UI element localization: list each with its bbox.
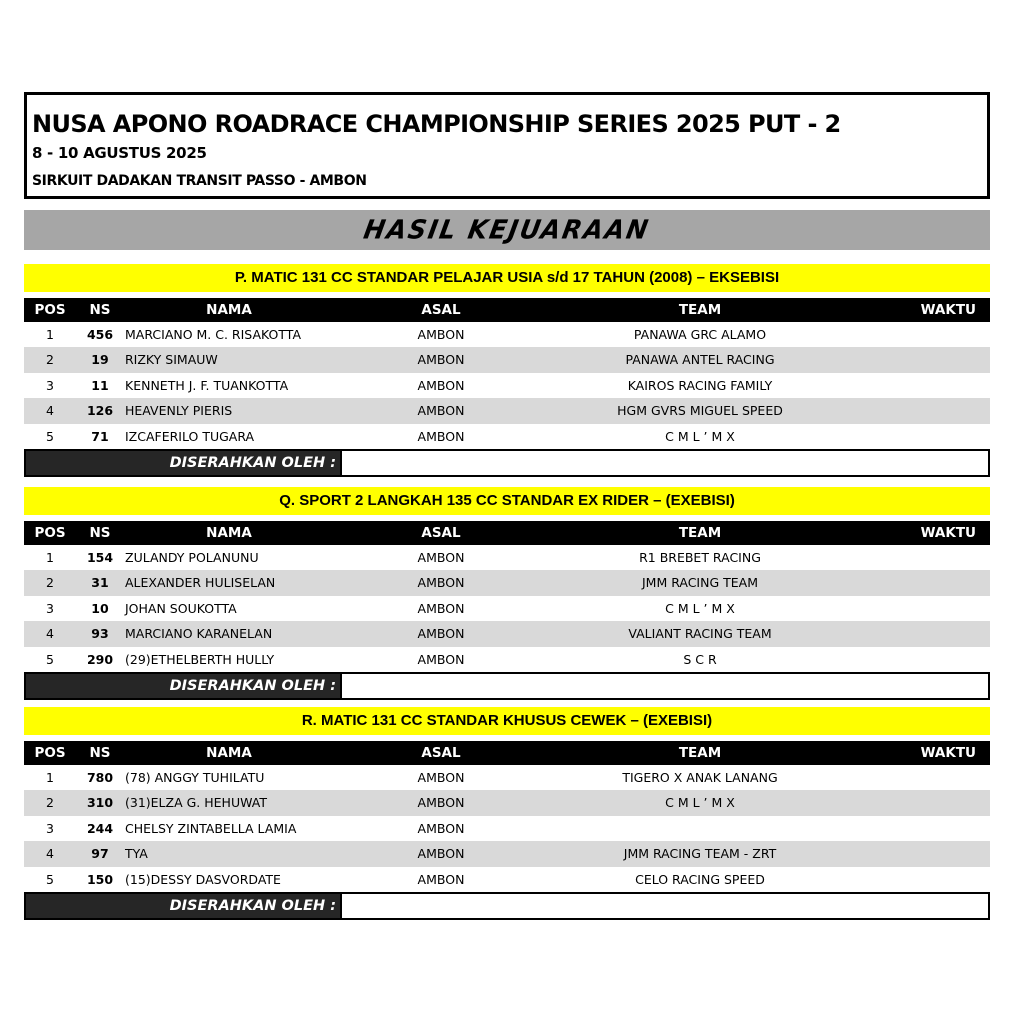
waktu-cell [900, 841, 990, 866]
column-header-row [24, 521, 990, 545]
result-row [24, 647, 990, 672]
col-waktu: WAKTU [920, 302, 976, 318]
nama-cell: TYA [125, 846, 148, 862]
pos-cell: 1 [46, 770, 54, 785]
column-header-row [24, 741, 990, 765]
waktu-cell [900, 596, 990, 621]
pos-cell: 4 [46, 626, 54, 642]
result-row [24, 322, 990, 347]
asal-cell: AMBON [417, 575, 465, 591]
waktu-cell [900, 545, 990, 570]
ns-cell: 290 [86, 651, 114, 667]
handover-field[interactable] [340, 894, 988, 918]
event-header [24, 92, 990, 199]
result-row [24, 373, 990, 398]
pos-cell: 3 [46, 820, 54, 836]
team-cell: PANAWA GRC ALAMO [633, 327, 767, 342]
handover-row [24, 672, 990, 700]
nama-cell: ZULANDY POLANUNU [125, 550, 259, 565]
result-row [24, 347, 990, 372]
team-cell: C M L ’ M X [665, 600, 735, 616]
asal-cell: AMBON [417, 550, 465, 565]
pos-cell: 4 [46, 846, 54, 862]
waktu-cell [900, 347, 990, 372]
waktu-cell [900, 867, 990, 892]
pos-cell: 2 [46, 352, 54, 368]
waktu-cell [900, 790, 990, 815]
ns-cell: 19 [91, 352, 109, 368]
result-row [24, 841, 990, 866]
nama-cell: MARCIANO KARANELAN [125, 626, 273, 642]
asal-cell: AMBON [417, 846, 465, 862]
handover-row [24, 892, 990, 920]
nama-cell: MARCIANO M. C. RISAKOTTA [125, 327, 302, 342]
waktu-cell [900, 570, 990, 595]
results-banner [24, 210, 990, 250]
handover-label: DISERAHKAN OLEH : [169, 897, 336, 914]
pos-cell: 3 [46, 377, 54, 393]
team-cell: PANAWA ANTEL RACING [625, 352, 775, 368]
result-row [24, 570, 990, 595]
result-row [24, 545, 990, 570]
asal-cell: AMBON [417, 600, 465, 616]
col-asal: ASAL [421, 302, 461, 318]
handover-field[interactable] [340, 674, 988, 698]
col-nama: NAMA [206, 745, 252, 761]
pos-cell: 2 [46, 575, 54, 591]
col-team: TEAM [678, 302, 722, 318]
event-dates: 8 - 10 AGUSTUS 2025 [32, 144, 207, 162]
ns-cell: 310 [86, 795, 114, 811]
handover-label: DISERAHKAN OLEH : [169, 677, 336, 694]
asal-cell: AMBON [417, 871, 465, 887]
team-cell [500, 816, 900, 841]
team-cell: VALIANT RACING TEAM [628, 626, 772, 642]
team-cell: R1 BREBET RACING [639, 550, 761, 565]
team-cell: KAIROS RACING FAMILY [627, 377, 773, 393]
col-pos: POS [34, 745, 66, 761]
pos-cell: 5 [46, 871, 54, 887]
waktu-cell [900, 322, 990, 347]
col-nama: NAMA [206, 302, 252, 318]
result-row [24, 621, 990, 646]
asal-cell: AMBON [417, 820, 465, 836]
team-cell: S C R [683, 651, 717, 667]
team-cell: C M L ’ M X [665, 428, 735, 444]
col-pos: POS [34, 525, 66, 541]
ns-cell: 11 [91, 377, 109, 393]
col-asal: ASAL [421, 745, 461, 761]
nama-cell: (31)ELZA G. HEHUWAT [125, 795, 267, 811]
results-banner-text: HASIL KEJUARAAN [361, 214, 653, 245]
result-row [24, 424, 990, 449]
pos-cell: 4 [46, 403, 54, 419]
ns-cell: 10 [91, 600, 109, 616]
handover-label: DISERAHKAN OLEH : [169, 454, 336, 471]
waktu-cell [900, 816, 990, 841]
ns-cell: 456 [86, 327, 114, 342]
result-row [24, 765, 990, 790]
col-nama: NAMA [206, 525, 252, 541]
ns-cell: 93 [91, 626, 109, 642]
nama-cell: RIZKY SIMAUW [125, 352, 218, 368]
team-cell: C M L ’ M X [665, 795, 735, 811]
col-team: TEAM [678, 745, 722, 761]
class-title: Q. SPORT 2 LANGKAH 135 CC STANDAR EX RIDER – (EXEBISI) [24, 487, 990, 515]
team-cell: HGM GVRS MIGUEL SPEED [617, 403, 783, 419]
ns-cell: 126 [86, 403, 114, 419]
ns-cell: 244 [86, 820, 114, 836]
pos-cell: 1 [46, 327, 54, 342]
ns-cell: 97 [91, 846, 109, 862]
result-row [24, 867, 990, 892]
pos-cell: 5 [46, 651, 54, 667]
class-section-p [24, 264, 990, 477]
column-header-row [24, 298, 990, 322]
result-row [24, 398, 990, 423]
asal-cell: AMBON [417, 428, 465, 444]
asal-cell: AMBON [417, 651, 465, 667]
event-title: NUSA APONO ROADRACE CHAMPIONSHIP SERIES 2025 PUT - 2 [32, 110, 841, 138]
ns-cell: 150 [86, 871, 114, 887]
handover-field[interactable] [340, 451, 988, 475]
pos-cell: 2 [46, 795, 54, 811]
asal-cell: AMBON [417, 626, 465, 642]
nama-cell: (78) ANGGY TUHILATU [125, 770, 265, 785]
team-cell: CELO RACING SPEED [635, 871, 765, 887]
nama-cell: ALEXANDER HULISELAN [125, 575, 276, 591]
class-section-q [24, 487, 990, 700]
col-waktu: WAKTU [920, 745, 976, 761]
ns-cell: 154 [86, 550, 114, 565]
waktu-cell [900, 621, 990, 646]
col-ns: NS [89, 745, 111, 761]
team-cell: TIGERO X ANAK LANANG [622, 770, 778, 785]
pos-cell: 3 [46, 600, 54, 616]
team-cell: JMM RACING TEAM [641, 575, 759, 591]
nama-cell: HEAVENLY PIERIS [125, 403, 233, 419]
ns-cell: 71 [91, 428, 109, 444]
class-title: P. MATIC 131 CC STANDAR PELAJAR USIA s/d 17 TAHUN (2008) – EKSEBISI [24, 264, 990, 292]
col-asal: ASAL [421, 525, 461, 541]
waktu-cell [900, 647, 990, 672]
result-row [24, 790, 990, 815]
nama-cell: (29)ETHELBERTH HULLY [125, 651, 275, 667]
waktu-cell [900, 424, 990, 449]
nama-cell: (15)DESSY DASVORDATE [125, 871, 281, 887]
team-cell: JMM RACING TEAM - ZRT [623, 846, 777, 862]
result-row [24, 816, 990, 841]
event-venue: SIRKUIT DADAKAN TRANSIT PASSO - AMBON [32, 173, 367, 189]
col-pos: POS [34, 302, 66, 318]
asal-cell: AMBON [417, 403, 465, 419]
ns-cell: 31 [91, 575, 109, 591]
nama-cell: KENNETH J. F. TUANKOTTA [125, 377, 289, 393]
col-ns: NS [89, 302, 111, 318]
col-waktu: WAKTU [920, 525, 976, 541]
waktu-cell [900, 765, 990, 790]
waktu-cell [900, 398, 990, 423]
waktu-cell [900, 373, 990, 398]
class-title: R. MATIC 131 CC STANDAR KHUSUS CEWEK – (EXEBISI) [24, 707, 990, 735]
nama-cell: JOHAN SOUKOTTA [125, 600, 237, 616]
col-ns: NS [89, 525, 111, 541]
asal-cell: AMBON [417, 377, 465, 393]
asal-cell: AMBON [417, 770, 465, 785]
pos-cell: 1 [46, 550, 54, 565]
pos-cell: 5 [46, 428, 54, 444]
nama-cell: IZCAFERILO TUGARA [125, 428, 255, 444]
asal-cell: AMBON [417, 795, 465, 811]
asal-cell: AMBON [417, 327, 465, 342]
asal-cell: AMBON [417, 352, 465, 368]
nama-cell: CHELSY ZINTABELLA LAMIA [125, 820, 297, 836]
ns-cell: 780 [86, 770, 114, 785]
col-team: TEAM [678, 525, 722, 541]
result-row [24, 596, 990, 621]
class-section-r [24, 707, 990, 920]
handover-row [24, 449, 990, 477]
